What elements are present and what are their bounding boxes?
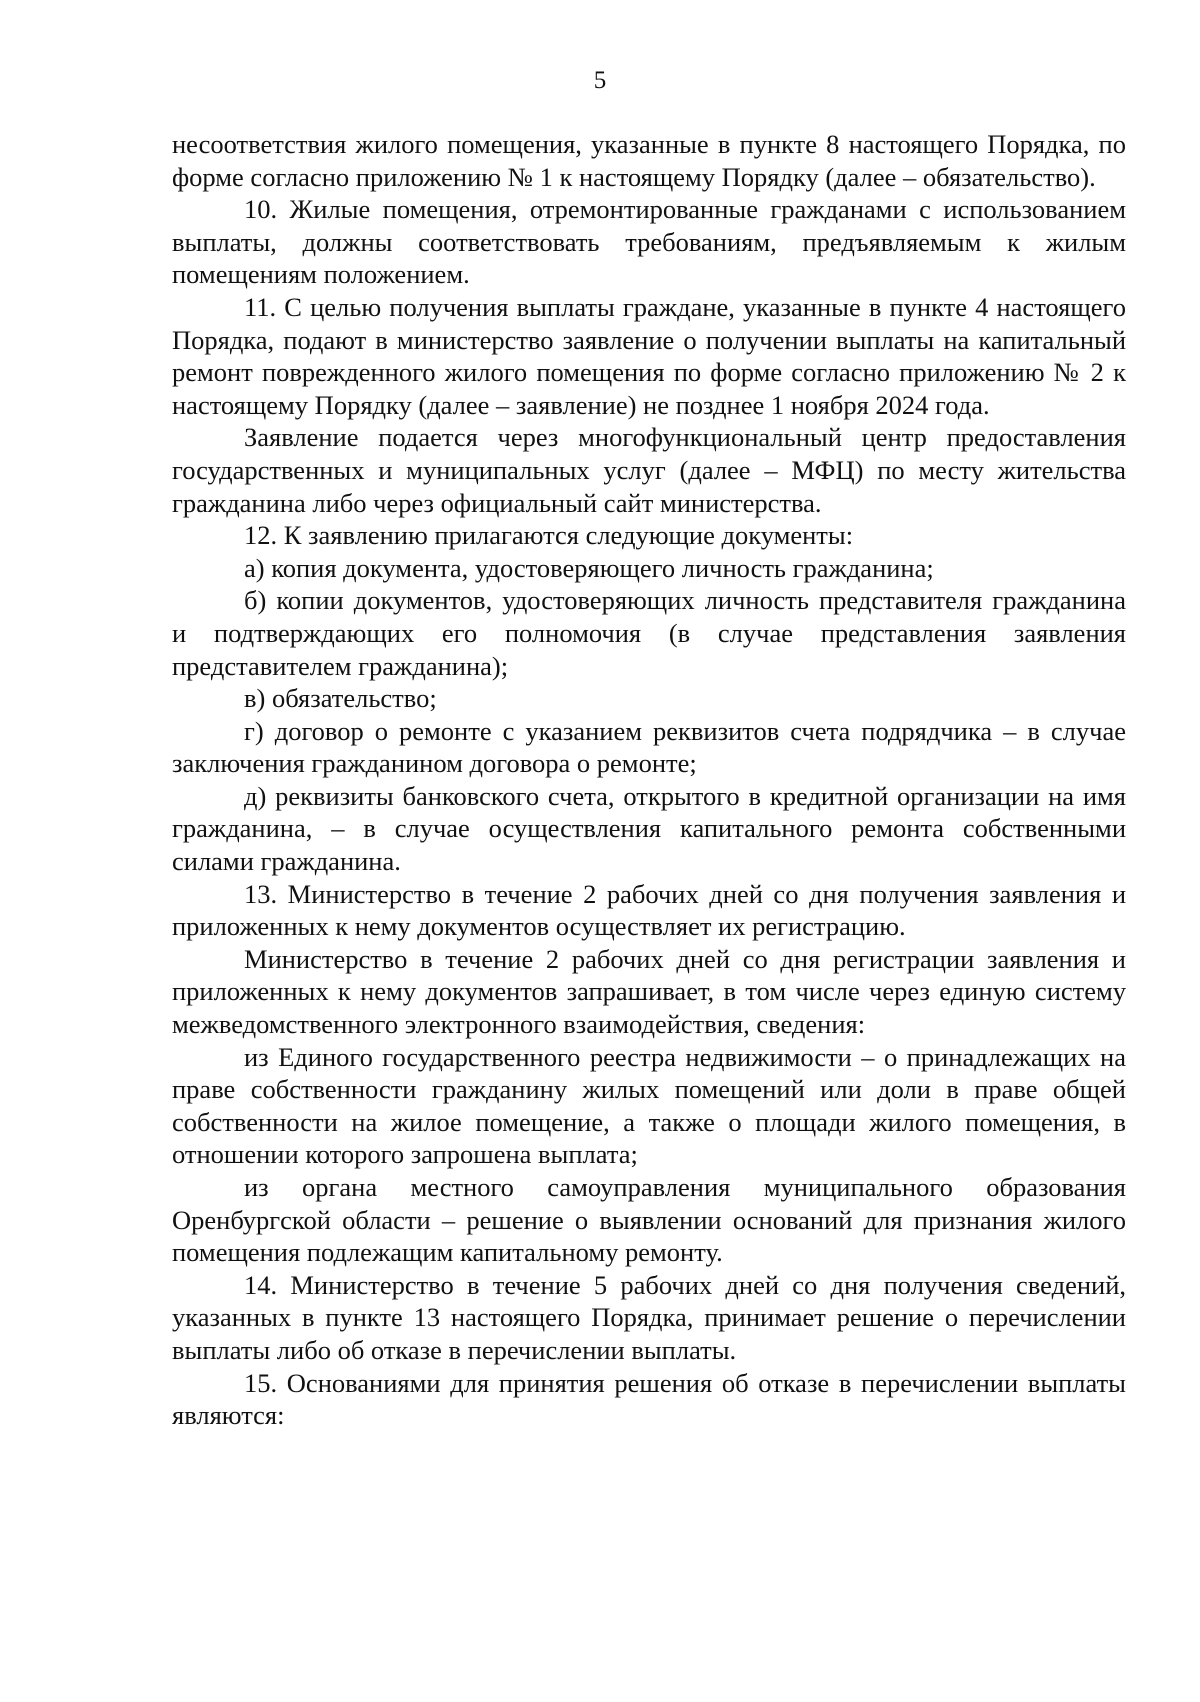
paragraph-item-10: 10. Жилые помещения, отремонтированные гражданами с использованием выплаты, должны соответствовать требованиям, предъявляемым к жилым помещениям положением. <box>172 194 1126 290</box>
paragraph-item-15: 15. Основаниями для принятия решения об отказе в перечислении выплаты являются: <box>172 1367 1126 1431</box>
paragraph-registry-info: из Единого государственного реестра недвижимости – о принадлежащих на праве собственности гражданину жилых помещений или доли в праве общей собственности на жилое помещение, а также о площади жилого помещения, в отношении которого запрошена выплата; <box>172 1041 1126 1170</box>
list-item-b: б) копии документов, удостоверяющих личность представителя гражданина и подтверждающих его полномочия (в случае представления заявления представителем гражданина); <box>172 585 1126 681</box>
paragraph-application-submission: Заявление подается через многофункциональный центр предоставления государственных и муниципальных услуг (далее – МФЦ) по месту жительства гражданина либо через официальный сайт министерства. <box>172 422 1126 518</box>
list-item-v: в) обязательство; <box>244 683 437 714</box>
paragraph-ministry-request: Министерство в течение 2 рабочих дней со дня регистрации заявления и приложенных к нему документов запрашивает, в том числе через единую систему межведомственного электронного взаимодействия, сведения: <box>172 943 1126 1040</box>
list-item-d: д) реквизиты банковского счета, открытого в кредитной организации на имя гражданина, – в случае осуществления капитального ремонта собственными силами гражданина. <box>172 780 1126 877</box>
paragraph-item-12: 12. К заявлению прилагаются следующие документы: <box>244 520 854 551</box>
paragraph-obligation-continuation: несоответствия жилого помещения, указанные в пункте 8 настоящего Порядка, по форме согласно приложению № 1 к настоящему Порядку (далее – обязательство). <box>172 129 1126 192</box>
paragraph-local-authority-info: из органа местного самоуправления муниципального образования Оренбургской области – решение о выявлении оснований для признания жилого помещения подлежащим капитальному ремонту. <box>172 1172 1126 1268</box>
paragraph-item-13: 13. Министерство в течение 2 рабочих дней со дня получения заявления и приложенных к нему документов осуществляет их регистрацию. <box>172 878 1126 942</box>
document-body <box>172 128 1126 1432</box>
paragraph-item-11: 11. С целью получения выплаты граждане, указанные в пункте 4 настоящего Порядка, подают в министерство заявление о получении выплаты на капитальный ремонт поврежденного жилого помещения по форме согласно приложению № 2 к настоящему Порядку (далее – заявление) не позднее 1 ноября 2024 года. <box>172 291 1126 420</box>
paragraph-item-14: 14. Министерство в течение 5 рабочих дней со дня получения сведений, указанных в пункте 13 настоящего Порядка, принимает решение о перечислении выплаты либо об отказе в перечислении выплаты. <box>172 1269 1126 1365</box>
list-item-a: а) копия документа, удостоверяющего личность гражданина; <box>244 552 934 583</box>
page-number: 5 <box>593 67 607 94</box>
list-item-g: г) договор о ремонте с указанием реквизитов счета подрядчика – в случае заключения гражданином договора о ремонте; <box>172 715 1126 779</box>
